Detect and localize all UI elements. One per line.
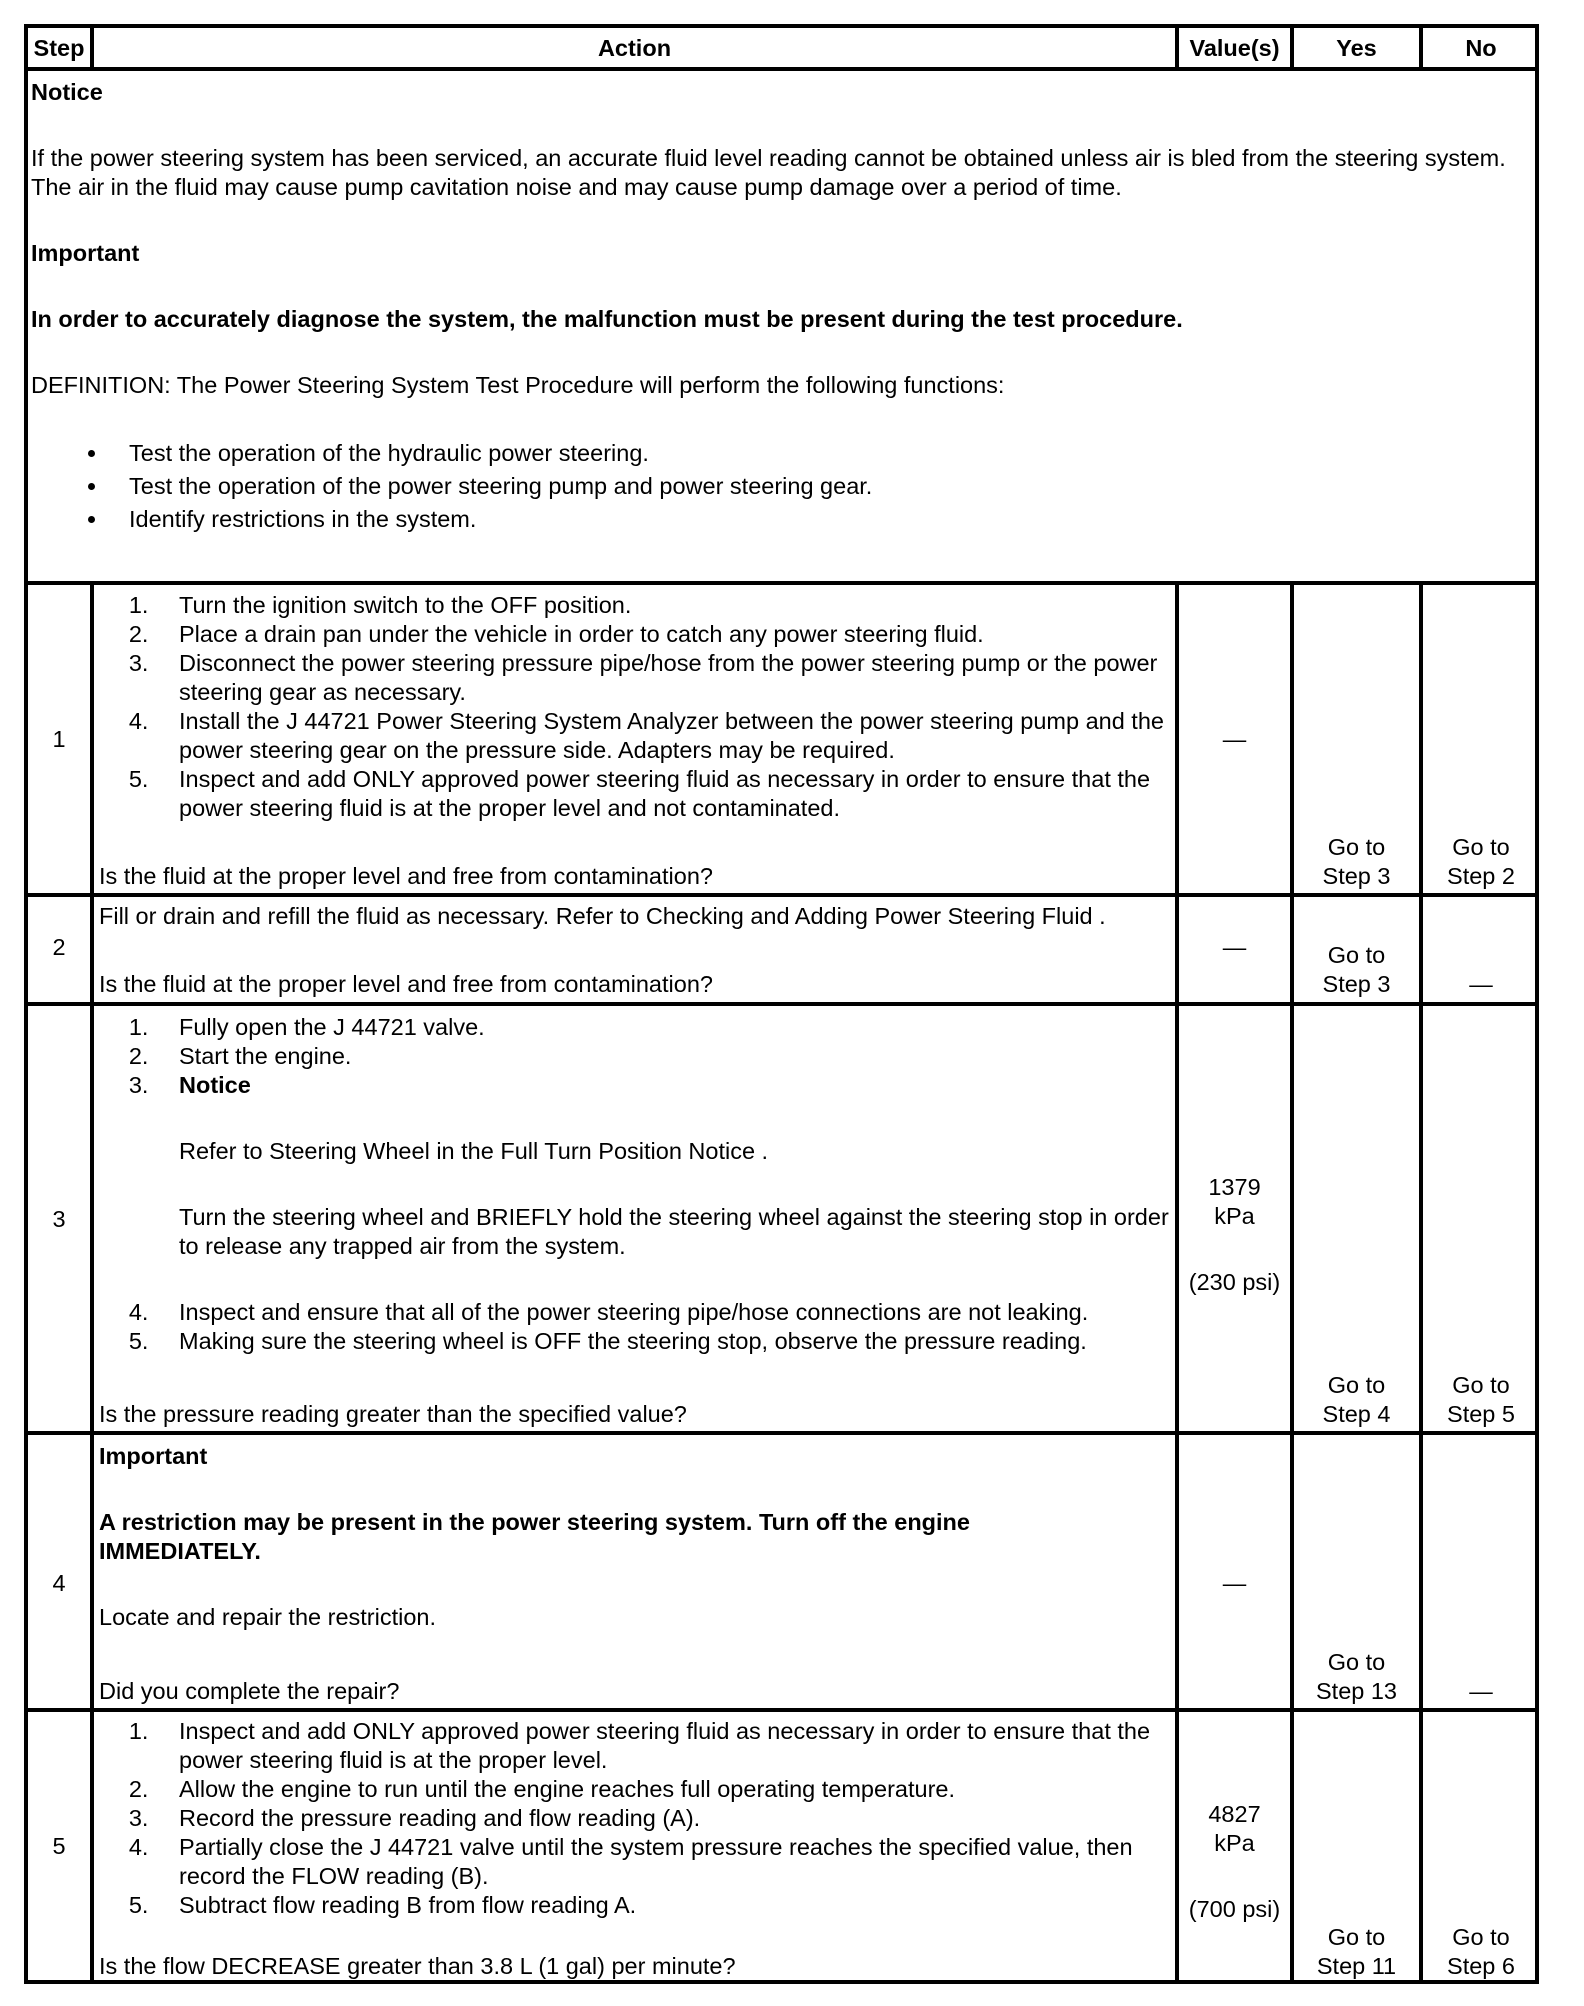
goto-label: Go to — [1452, 1372, 1510, 1398]
list-item: 3. Disconnect the power steering pressure pipe/hose from the power steering pump or the power steering gear as necessary. — [155, 649, 1173, 707]
step-number: 4 — [52, 1570, 66, 1596]
list-item: 5. Making sure the steering wheel is OFF the steering stop, observe the pressure reading. — [155, 1327, 1173, 1356]
no-action — [1423, 1371, 1539, 1429]
goto-label: Go to — [1327, 1924, 1386, 1950]
notice-text: Turn the steering wheel and BRIEFLY hold the steering wheel against the steering stop in order to release any trapped air from the system. — [179, 1204, 1169, 1259]
yes-action — [1294, 1923, 1419, 1981]
important-label: Important — [31, 240, 140, 266]
important-text: A restriction may be present in the power steering system. Turn off the engine IMMEDIATELY. — [99, 1509, 970, 1564]
list-item: 4. Install the J 44721 Power Steering System Analyzer between the power steering pump and the power steering gear on the pressure side. Adapters may be required. — [155, 707, 1173, 765]
header-no: No — [1465, 35, 1497, 61]
step-number: 2 — [52, 934, 66, 960]
yes-action — [1294, 941, 1419, 999]
goto-step: Step 3 — [1322, 971, 1391, 997]
step-number: 3 — [52, 1206, 66, 1232]
goto-step: Step 11 — [1316, 1953, 1397, 1979]
notice-text: If the power steering system has been serviced, an accurate fluid level reading cannot be obtained unless air is bled from the steering system. The air in the fluid may cause pump cavitation noise and may cause pump damage over a period of time. — [31, 145, 1506, 200]
goto-label: Go to — [1327, 834, 1386, 860]
goto-step: Step 4 — [1322, 1401, 1391, 1427]
no-action — [1423, 833, 1539, 891]
column-divider — [1290, 581, 1294, 1980]
notice-label: Notice — [31, 79, 103, 105]
step-question: Did you complete the repair? — [99, 1678, 400, 1704]
step-instructions — [95, 1717, 1173, 1920]
step-instructions — [95, 1013, 1173, 1356]
step-text: Locate and repair the restriction. — [99, 1604, 437, 1630]
goto-step: Step 2 — [1447, 863, 1515, 889]
value-number: 4827 — [1208, 1801, 1261, 1827]
step-question: Is the pressure reading greater than the specified value? — [99, 1401, 687, 1427]
row-divider — [28, 1002, 1535, 1006]
step-value: — — [1222, 1570, 1247, 1596]
list-item: • Identify restrictions in the system. — [109, 503, 1531, 536]
goto-step: Step 6 — [1447, 1953, 1515, 1979]
column-divider — [90, 581, 94, 1980]
step-question: Is the flow DECREASE greater than 3.8 L (1 gal) per minute? — [99, 1953, 736, 1979]
list-item: 1. Turn the ignition switch to the OFF position. — [155, 591, 1173, 620]
step-question: Is the fluid at the proper level and free from contamination? — [99, 863, 713, 889]
row-divider — [28, 893, 1535, 897]
list-item: 5. Subtract flow reading B from flow reading A. — [155, 1891, 1173, 1920]
step-instructions — [95, 591, 1173, 823]
notice-label: Notice — [179, 1072, 251, 1098]
value-alt-unit: (230 psi) — [1188, 1269, 1281, 1295]
step-action — [95, 591, 1173, 823]
list-item — [155, 1071, 1173, 1261]
important-text: In order to accurately diagnose the system, the malfunction must be present during the test procedure. — [31, 306, 1183, 332]
step-action: Fill or drain and refill the fluid as necessary. Refer to Checking and Adding Power Steering Fluid . — [99, 903, 1106, 929]
list-item: • Test the operation of the power steering pump and power steering gear. — [109, 470, 1531, 503]
goto-label: Go to — [1327, 942, 1386, 968]
step-value: — — [1222, 726, 1247, 752]
step-value: — — [1222, 934, 1247, 960]
row-divider — [28, 1431, 1535, 1435]
step-action — [95, 1013, 1173, 1356]
notice-reference: Refer to Steering Wheel in the Full Turn Position Notice . — [179, 1138, 769, 1164]
important-label: Important — [99, 1443, 208, 1469]
list-item: 2. Allow the engine to run until the engine reaches full operating temperature. — [155, 1775, 1173, 1804]
step-question: Is the fluid at the proper level and free from contamination? — [99, 971, 713, 997]
definition-text: DEFINITION: The Power Steering System Test Procedure will perform the following functions: — [31, 372, 1005, 398]
list-item: 4. Inspect and ensure that all of the power steering pipe/hose connections are not leaking. — [155, 1298, 1173, 1327]
yes-action — [1294, 1648, 1419, 1706]
list-item: 4. Partially close the J 44721 valve until the system pressure reaches the specified value, then record the FLOW reading (B). — [155, 1833, 1173, 1891]
row-divider — [28, 1708, 1535, 1712]
header-yes: Yes — [1336, 35, 1377, 61]
goto-label: Go to — [1452, 834, 1510, 860]
goto-step: Step 3 — [1322, 863, 1391, 889]
header-action: Action — [597, 35, 672, 61]
list-item: 1. Inspect and add ONLY approved power steering fluid as necessary in order to ensure that the power steering fluid is at the proper level. — [155, 1717, 1173, 1775]
goto-label: Go to — [1452, 1924, 1510, 1950]
goto-step: Step 5 — [1447, 1401, 1515, 1427]
diagnostic-table — [24, 24, 1539, 1984]
goto-label: Go to — [1327, 1649, 1386, 1675]
no-action — [1423, 1923, 1539, 1981]
step-value — [1179, 1800, 1290, 1924]
value-number: 1379 — [1208, 1174, 1261, 1200]
list-item: 2. Place a drain pan under the vehicle in order to catch any power steering fluid. — [155, 620, 1173, 649]
list-item: 1. Fully open the J 44721 valve. — [155, 1013, 1173, 1042]
step-action — [95, 1717, 1173, 1920]
row-divider — [28, 67, 1535, 71]
goto-step: Step 13 — [1315, 1678, 1397, 1704]
function-list — [31, 437, 1531, 536]
list-item: 2. Start the engine. — [155, 1042, 1173, 1071]
step-action — [99, 1442, 1159, 1632]
column-divider — [1419, 581, 1423, 1980]
no-action: — — [1469, 1678, 1493, 1704]
step-number: 5 — [52, 1833, 66, 1859]
value-unit: kPa — [1214, 1830, 1255, 1856]
value-unit: kPa — [1214, 1203, 1255, 1229]
yes-action — [1294, 833, 1419, 891]
step-value — [1179, 1173, 1290, 1297]
goto-label: Go to — [1327, 1372, 1386, 1398]
row-divider — [28, 581, 1535, 585]
list-item: 3. Record the pressure reading and flow reading (A). — [155, 1804, 1173, 1833]
list-item: • Test the operation of the hydraulic power steering. — [109, 437, 1531, 470]
list-item: 5. Inspect and add ONLY approved power steering fluid as necessary in order to ensure that the power steering fluid is at the proper level and not contaminated. — [155, 765, 1173, 823]
step-number: 1 — [52, 726, 66, 752]
yes-action — [1294, 1371, 1419, 1429]
intro-block — [31, 78, 1531, 536]
value-alt-unit: (700 psi) — [1188, 1896, 1281, 1922]
header-step: Step — [33, 35, 85, 61]
no-action: — — [1469, 971, 1493, 997]
header-values: Value(s) — [1189, 35, 1280, 61]
